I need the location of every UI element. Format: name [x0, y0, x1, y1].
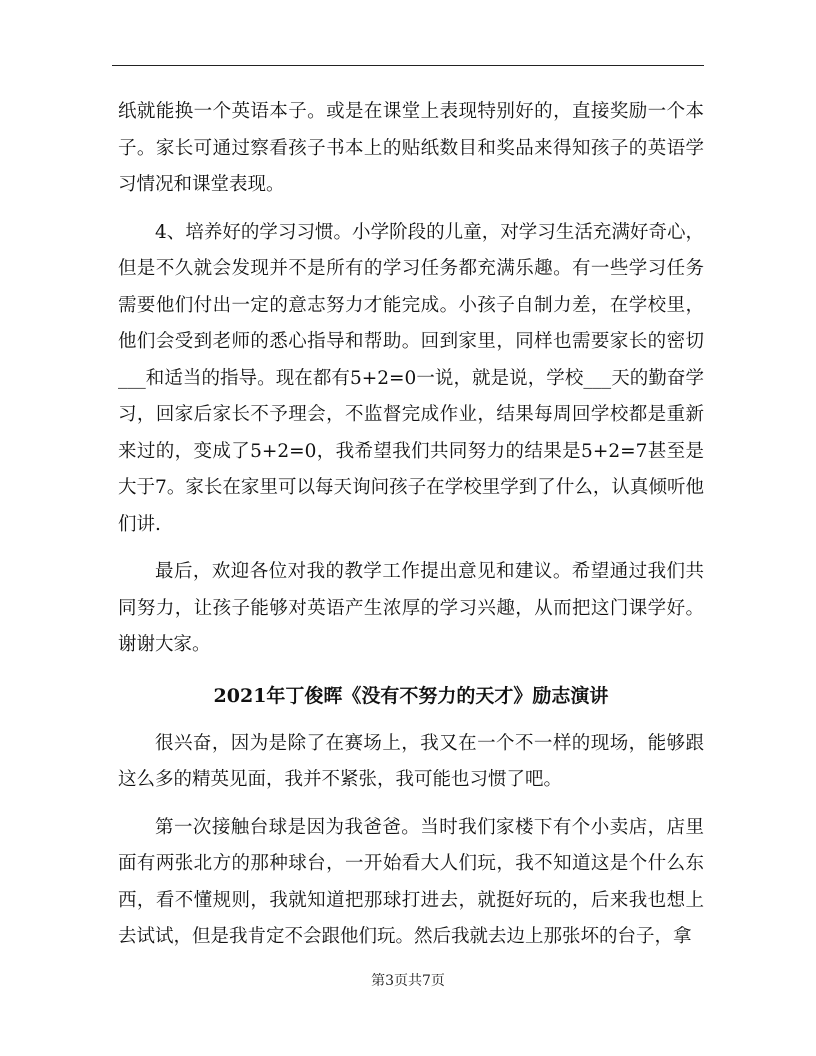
- paragraph: 最后，欢迎各位对我的教学工作提出意见和建议。希望通过我们共同努力，让孩子能够对英语产生浓厚的学习兴趣，从而把这门课学好。谢谢大家。: [118, 561, 704, 655]
- paragraph: 纸就能换一个英语本子。或是在课堂上表现特别好的，直接奖励一个本子。家长可通过察看孩子书本上的贴纸数目和奖品来得知孩子的英语学习情况和课堂表现。: [118, 101, 704, 195]
- paragraph: 4、培养好的学习习惯。小学阶段的儿童，对学习生活充满好奇心，但是不久就会发现并不是所有的学习任务都充满乐趣。有一些学习任务需要他们付出一定的意志努力才能完成。小孩子自制力差，在学校里，他们会受到老师的悉心指导和帮助。回到家里，同样也需要家长的密切___和适当的指导。现在都有5+2=0一说，就是说，学校___天的勤奋学习，回家后家长不予理会，不监督完成作业，结果每周回学校都是重新来过的，变成了5+2=0，我希望我们共同努力的结果是5+2=7甚至是大于7。家长在家里可以每天询问孩子在学校里学到了什么，认真倾听他们讲.: [118, 221, 704, 535]
- document-body: [118, 94, 704, 967]
- page-footer: 第3页共7页: [371, 973, 445, 989]
- header-rule: [112, 65, 704, 66]
- section-heading: 2021年丁俊晖《没有不努力的天才》励志演讲: [213, 684, 609, 707]
- paragraph: 很兴奋，因为是除了在赛场上，我又在一个不一样的现场，能够跟这么多的精英见面，我并不紧张，我可能也习惯了吧。: [118, 732, 704, 790]
- paragraph: 第一次接触台球是因为我爸爸。当时我们家楼下有个小卖店，店里面有两张北方的那种球台，一开始看大人们玩，我不知道这是个什么东西，看不懂规则，我就知道把那球打进去，就挺好玩的，后来我也想上去试试，但是我肯定不会跟他们玩。然后我就去边上那张坏的台子，拿: [118, 816, 704, 947]
